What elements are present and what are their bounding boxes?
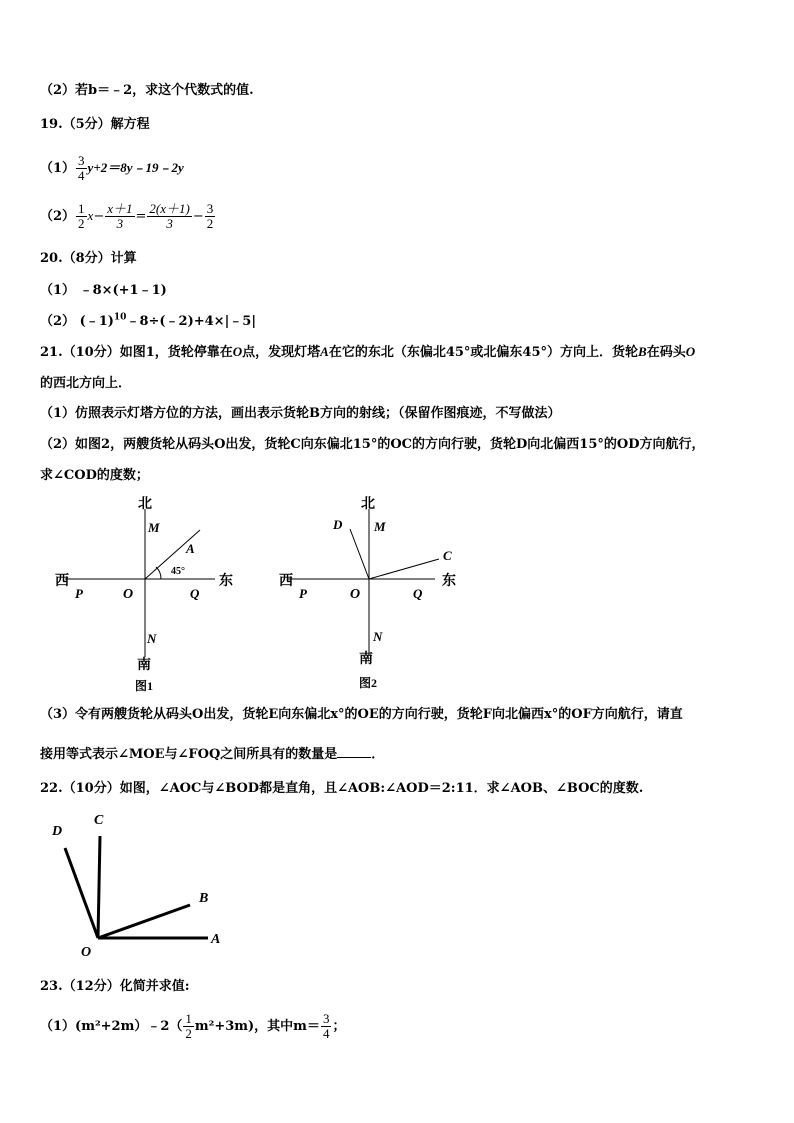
fraction-3-2: $\frac{3}{2}$	[206, 201, 214, 231]
svg-text:B: B	[199, 891, 209, 906]
svg-text:O: O	[123, 587, 134, 602]
svg-text:南: 南	[359, 652, 373, 667]
svg-text:O: O	[350, 587, 361, 602]
svg-text:C: C	[443, 548, 452, 563]
q20-part2: （2） (﹣1)$^{10}$﹣8÷(﹣2)+4×|﹣5|	[40, 312, 257, 329]
svg-text:O: O	[81, 945, 92, 960]
svg-text:东: 东	[442, 574, 456, 589]
q20-part1: （1） ﹣8×(+1﹣1)	[40, 283, 167, 298]
q21-part1: （1）仿照表示灯塔方位的方法，画出表示货轮B方向的射线；（保留作图痕迹，不写做法）	[40, 406, 561, 421]
svg-text:西: 西	[55, 574, 69, 589]
svg-text:D: D	[333, 517, 343, 532]
compass-figure-2	[273, 495, 473, 695]
fig1-north: 北	[138, 497, 152, 512]
q20-heading: 20.（8分）计算	[40, 251, 137, 266]
svg-text:西: 西	[279, 574, 293, 589]
q23-part1: （1）(m²+2m）﹣2（ $\frac{1}{2}$ m²+3m)，其中m＝ $\frac{3}{4}$ ；	[40, 1011, 346, 1041]
angle-figure	[40, 810, 240, 960]
svg-text:P: P	[299, 586, 307, 601]
fraction-1-2: $\frac{1}{2}$	[78, 201, 85, 231]
q21-heading-cont: 的西北方向上．	[40, 376, 132, 391]
q21-part3: （3）令有两艘货轮从码头O出发，货轮E向东偏北x°的OE的方向行驶，货轮F向北偏西x°的OF方向航行，请直	[40, 707, 683, 722]
svg-text:A: A	[211, 932, 221, 947]
svg-text:M: M	[374, 519, 386, 534]
fig1-caption: 图1	[135, 679, 154, 693]
svg-text:N: N	[373, 629, 383, 644]
svg-text:D: D	[52, 824, 63, 839]
svg-text:M: M	[148, 520, 160, 535]
q21-part3-cont: 接用等式表示∠MOE与∠FOQ之间所具有的数量是 ．	[40, 747, 385, 762]
svg-text:C: C	[94, 813, 104, 828]
svg-text:P: P	[75, 586, 83, 601]
q21-part2: （2）如图2，两艘货轮从码头O出发，货轮C向东偏北15°的OC的方向行驶，货轮D向北偏西15°的OD方向航行，	[40, 437, 705, 452]
fraction-x1-3: $\frac{x+1}{3}$	[107, 201, 133, 231]
svg-text:N: N	[147, 631, 157, 646]
q19-heading: 19.（5分）解方程	[40, 117, 150, 132]
svg-text:东: 东	[219, 574, 233, 589]
compass-figure-1	[50, 495, 250, 695]
svg-text:A: A	[186, 541, 195, 556]
fraction-2x1-3: $\frac{2(x+1)}{3}$	[149, 201, 190, 231]
q19-part1	[40, 154, 184, 183]
q23-heading: 23.（12分）化简并求值:	[40, 979, 190, 994]
q19-part2: （2） $\frac{1}{2}$ x− $\frac{x+1}{3}$ = $\frac{2(x+1)}{3}$ − $\frac{3}{2}$	[40, 201, 214, 231]
svg-text:Q: Q	[190, 586, 200, 601]
q18-part2: （2）若b＝﹣2，求这个代数式的值.	[40, 83, 254, 98]
fraction-1-2-b: $\frac{1}{2}$	[185, 1011, 192, 1041]
svg-text:南: 南	[137, 658, 151, 673]
svg-text:北: 北	[361, 497, 375, 512]
q22: 22.（10分）如图，∠AOC与∠BOD都是直角，且∠AOB:∠AOD＝2:11．求∠AOB、∠BOC的度数.	[40, 781, 644, 796]
q19-1-equation: y+2＝8y﹣19﹣2y	[87, 160, 184, 175]
answer-blank	[337, 745, 371, 758]
fraction-3-4-b: $\frac{3}{4}$	[322, 1011, 330, 1041]
fraction-3-4: $\frac{3}{4}$	[78, 153, 85, 183]
svg-text:45°: 45°	[171, 566, 185, 577]
q21-part2-cont: 求∠COD的度数；	[40, 468, 149, 483]
q21-heading: 21.（10分）如图1，货轮停靠在O点，发现灯塔A在它的东北（东偏北45°或北偏东45°）方向上．货轮B在码头O	[40, 344, 696, 360]
svg-text:Q: Q	[413, 586, 423, 601]
q19-1-label: （1）	[40, 161, 76, 176]
fig2-caption: 图2	[359, 676, 378, 690]
q19-2-label: （2）	[40, 209, 76, 224]
